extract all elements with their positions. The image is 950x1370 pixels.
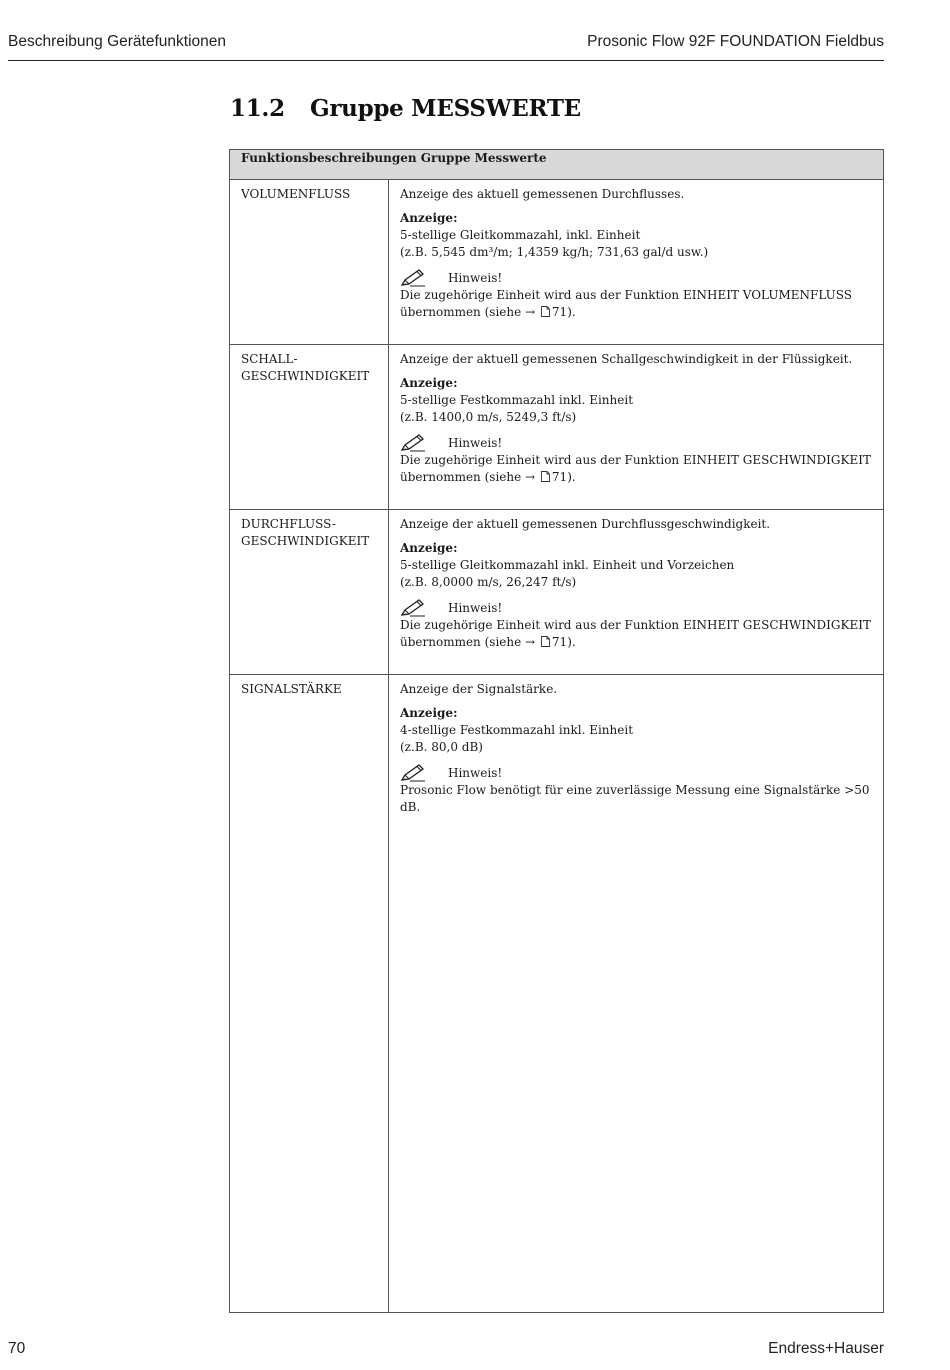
function-name-text: VOLUMENFLUSS <box>241 187 351 201</box>
page-reference-icon <box>541 471 550 482</box>
note-body: Die zugehörige Einheit wird aus der Funktion EINHEIT GESCHWINDIGKEIT übernommen (siehe → <box>400 618 871 649</box>
table-row <box>230 675 884 1313</box>
page-number: 70 <box>8 1340 26 1357</box>
display-label: Anzeige: <box>400 211 458 225</box>
table-header: Funktionsbeschreibungen Gruppe Messwerte <box>230 150 884 180</box>
table-row <box>230 510 884 675</box>
display-label: Anzeige: <box>400 376 458 390</box>
description-intro: Anzeige der Signalstärke. <box>400 682 558 696</box>
note-text <box>400 617 872 651</box>
pencil-note-icon <box>400 599 426 617</box>
section-number: 11.2 <box>230 95 285 122</box>
note-text <box>400 452 872 486</box>
note-header <box>400 599 872 617</box>
description-intro: Anzeige der aktuell gemessenen Durchflussgeschwindigkeit. <box>400 517 771 531</box>
note-label: Hinweis! <box>448 765 503 780</box>
function-description <box>389 345 884 510</box>
function-name <box>230 180 389 345</box>
function-description <box>389 180 884 345</box>
note-label: Hinweis! <box>448 600 503 615</box>
display-example: (z.B. 8,0000 m/s, 26,247 ft/s) <box>400 575 577 589</box>
note-header <box>400 269 872 287</box>
function-table <box>229 149 884 1313</box>
note-text: Prosonic Flow benötigt für eine zuverlässige Messung eine Signalstärke >50 dB. <box>400 783 870 814</box>
display-format: 5-stellige Festkommazahl inkl. Einheit <box>400 393 634 407</box>
pencil-note-icon <box>400 434 426 452</box>
section-heading: Gruppe MESSWERTE <box>310 95 581 122</box>
pencil-note-icon <box>400 269 426 287</box>
note-header <box>400 434 872 452</box>
function-description <box>389 510 884 675</box>
description-intro: Anzeige des aktuell gemessenen Durchflusses. <box>400 187 685 201</box>
function-name-text: SCHALL- GESCHWINDIGKEIT <box>241 352 370 383</box>
note-body: Die zugehörige Einheit wird aus der Funktion EINHEIT GESCHWINDIGKEIT übernommen (siehe → <box>400 453 871 484</box>
display-example: (z.B. 5,545 dm³/m; 1,4359 kg/h; 731,63 gal/d usw.) <box>400 245 709 259</box>
display-format: 5-stellige Gleitkommazahl, inkl. Einheit <box>400 228 641 242</box>
pencil-note-icon <box>400 764 426 782</box>
function-description <box>389 675 884 1313</box>
header-rule <box>8 60 884 61</box>
note-body: Die zugehörige Einheit wird aus der Funktion EINHEIT VOLUMENFLUSS übernommen (siehe → <box>400 288 853 319</box>
section-title <box>230 95 581 122</box>
display-format: 5-stellige Gleitkommazahl inkl. Einheit und Vorzeichen <box>400 558 735 572</box>
running-header-left: Beschreibung Gerätefunktionen <box>8 33 227 50</box>
display-example: (z.B. 80,0 dB) <box>400 740 483 754</box>
table-row <box>230 180 884 345</box>
note-label: Hinweis! <box>448 435 503 450</box>
running-header-right: Prosonic Flow 92F FOUNDATION Fieldbus <box>587 33 884 50</box>
display-label: Anzeige: <box>400 541 458 555</box>
note-page-ref: 71). <box>551 635 576 649</box>
display-label: Anzeige: <box>400 706 458 720</box>
function-name-text: SIGNALSTÄRKE <box>241 682 342 696</box>
display-example: (z.B. 1400,0 m/s, 5249,3 ft/s) <box>400 410 577 424</box>
function-name <box>230 345 389 510</box>
footer-brand: Endress+Hauser <box>768 1340 884 1357</box>
note-header <box>400 764 872 782</box>
note-label: Hinweis! <box>448 270 503 285</box>
page-reference-icon <box>541 306 550 317</box>
display-format: 4-stellige Festkommazahl inkl. Einheit <box>400 723 634 737</box>
function-name <box>230 510 389 675</box>
function-name-text: DURCHFLUSS- GESCHWINDIGKEIT <box>241 517 370 548</box>
function-name <box>230 675 389 1313</box>
note-page-ref: 71). <box>551 470 576 484</box>
note-text <box>400 287 872 321</box>
description-intro: Anzeige der aktuell gemessenen Schallgeschwindigkeit in der Flüssigkeit. <box>400 352 853 366</box>
table-row <box>230 345 884 510</box>
page-reference-icon <box>541 636 550 647</box>
note-page-ref: 71). <box>551 305 576 319</box>
